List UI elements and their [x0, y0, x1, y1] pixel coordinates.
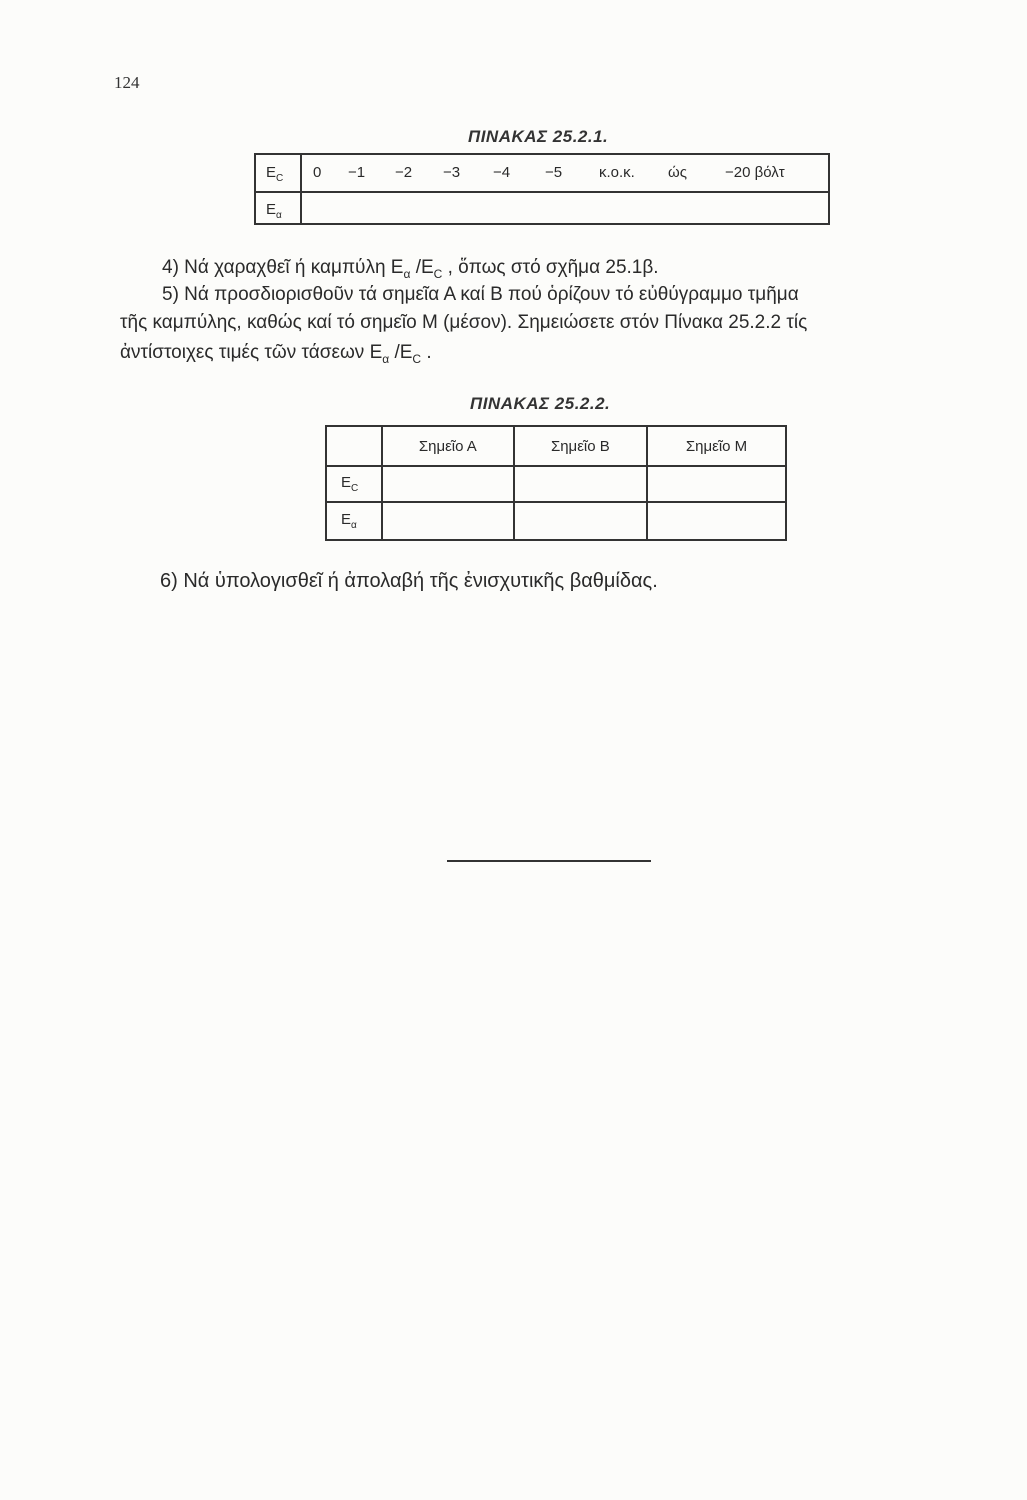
table1-column-divider: [300, 155, 302, 223]
table-25-2-1: [254, 153, 830, 225]
instruction-item-5-line-1: 5) Νά προσδιορισθοῦν τά σημεῖα Α καί Β πού ὁρίζουν τό εὐθύγραμμο τμῆμα: [162, 284, 799, 305]
table1-row-label-ec: $E_C$: [266, 164, 284, 184]
page-number: 124: [114, 73, 140, 92]
table2-title: ΠΙΝΑΚΑΣ 25.2.2.: [470, 394, 611, 413]
instruction-item-5-line-2: τῆς καμπύλης, καθώς καί τό σημεῖο Μ (μέσον). Σημειώσετε στόν Πίνακα 25.2.2 τίς: [120, 312, 808, 333]
table2-cell: [647, 466, 786, 502]
table1-value: 0: [313, 164, 322, 181]
table2-cell: [514, 466, 647, 502]
table2-cell: [382, 502, 514, 540]
table1-title: ΠΙΝΑΚΑΣ 25.2.1.: [468, 127, 609, 146]
table2-header-point-a: Σημεῖο Α: [382, 426, 514, 466]
table1-value: −5: [545, 164, 563, 181]
table2-row-label-ea: $E_\alpha$: [326, 502, 382, 540]
table2-cell: [514, 502, 647, 540]
table2-corner-cell: [326, 426, 382, 466]
table2-row-label-ec: $E_C$: [326, 466, 382, 502]
instruction-item-5-line-3: ἀντίστοιχες τιμές τῶν τάσεων $E_\alpha$ $/E_C$ .: [120, 342, 432, 366]
table1-value: ώς: [668, 164, 687, 181]
table2-header-point-b: Σημεῖο Β: [514, 426, 647, 466]
table2-cell: [647, 502, 786, 540]
table1-value: −1: [348, 164, 366, 181]
table2-row-ec: [326, 466, 786, 502]
table-25-2-2: [325, 425, 787, 541]
table1-value: −4: [493, 164, 511, 181]
table1-value: −3: [443, 164, 461, 181]
table1-value: −2: [395, 164, 413, 181]
table1-row-label-ea: $E_\alpha$: [266, 201, 282, 221]
instruction-item-6: 6) Νά ὑπολογισθεῖ ή ἀπολαβή τῆς ἐνισχυτικῆς βαθμίδας.: [160, 570, 658, 592]
table2-row-ea: [326, 502, 786, 540]
table2-cell: [382, 466, 514, 502]
section-divider: [447, 860, 651, 862]
table1-value: −20 βόλτ: [725, 164, 785, 181]
table2-header-point-m: Σημεῖο Μ: [647, 426, 786, 466]
instruction-item-4: 4) Νά χαραχθεῖ ή καμπύλη $E_\alpha$ $/E_C$ , ὅπως στό σχῆμα 25.1β.: [162, 257, 659, 281]
table2-header-row: [326, 426, 786, 466]
table1-value: κ.ο.κ.: [599, 164, 635, 181]
